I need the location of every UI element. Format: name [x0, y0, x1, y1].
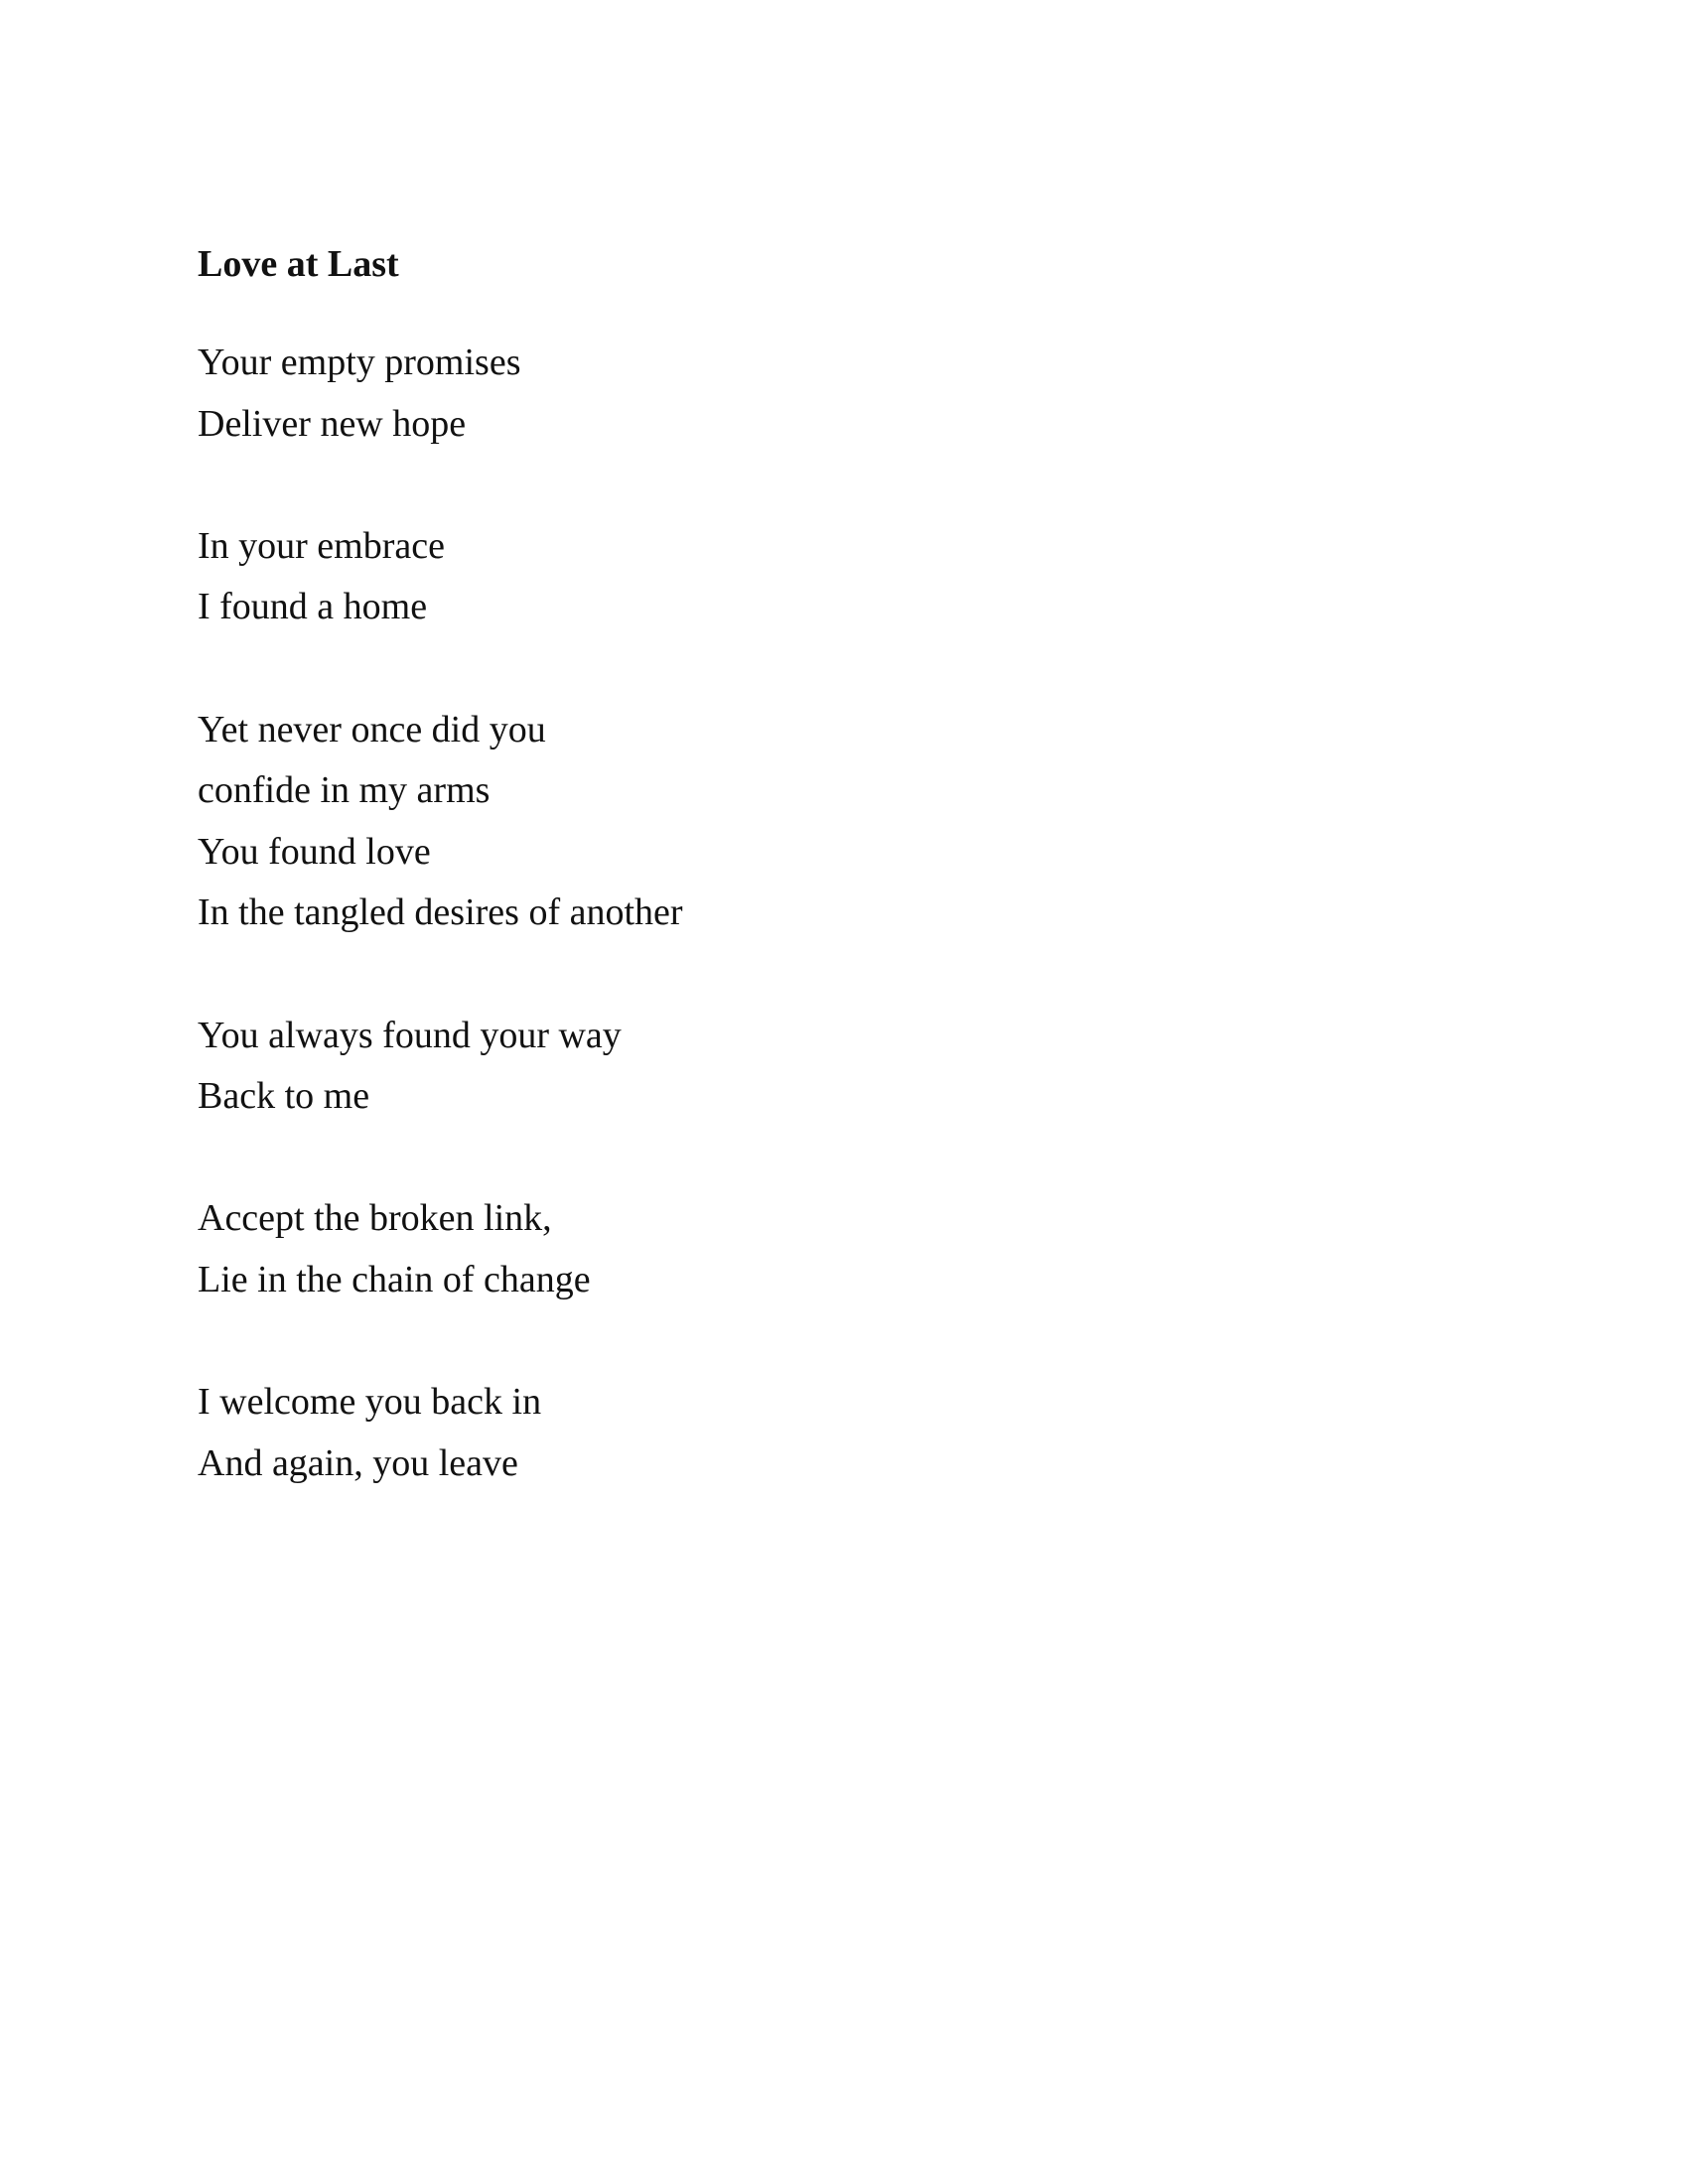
poem-line: Deliver new hope: [198, 402, 467, 445]
stanza-2: [198, 516, 1488, 638]
poem-line: I welcome you back in: [198, 1381, 542, 1424]
poem-line: You found love: [198, 830, 431, 873]
poem-line: Back to me: [198, 1075, 370, 1118]
title-spacer: [198, 295, 1488, 333]
poem-line: Accept the broken link,: [198, 1197, 552, 1240]
poem-line: And again, you leave: [198, 1441, 518, 1484]
poem-line: In the tangled desires of another: [198, 891, 683, 934]
poem-line: Lie in the chain of change: [198, 1258, 591, 1300]
poem-line: confide in my arms: [198, 769, 491, 812]
stanza-3: [198, 700, 1488, 944]
poem-title: Love at Last: [198, 243, 399, 285]
poem-line: You always found your way: [198, 1014, 622, 1056]
stanza-5: [198, 1188, 1488, 1310]
stanza-1: [198, 333, 1488, 455]
poem-line: I found a home: [198, 586, 428, 628]
poem: [198, 233, 1488, 1494]
stanza-6: [198, 1372, 1488, 1494]
poem-line: In your embrace: [198, 524, 445, 567]
poem-line: Your empty promises: [198, 341, 521, 383]
poem-line: Yet never once did you: [198, 708, 546, 751]
stanza-4: [198, 1006, 1488, 1128]
